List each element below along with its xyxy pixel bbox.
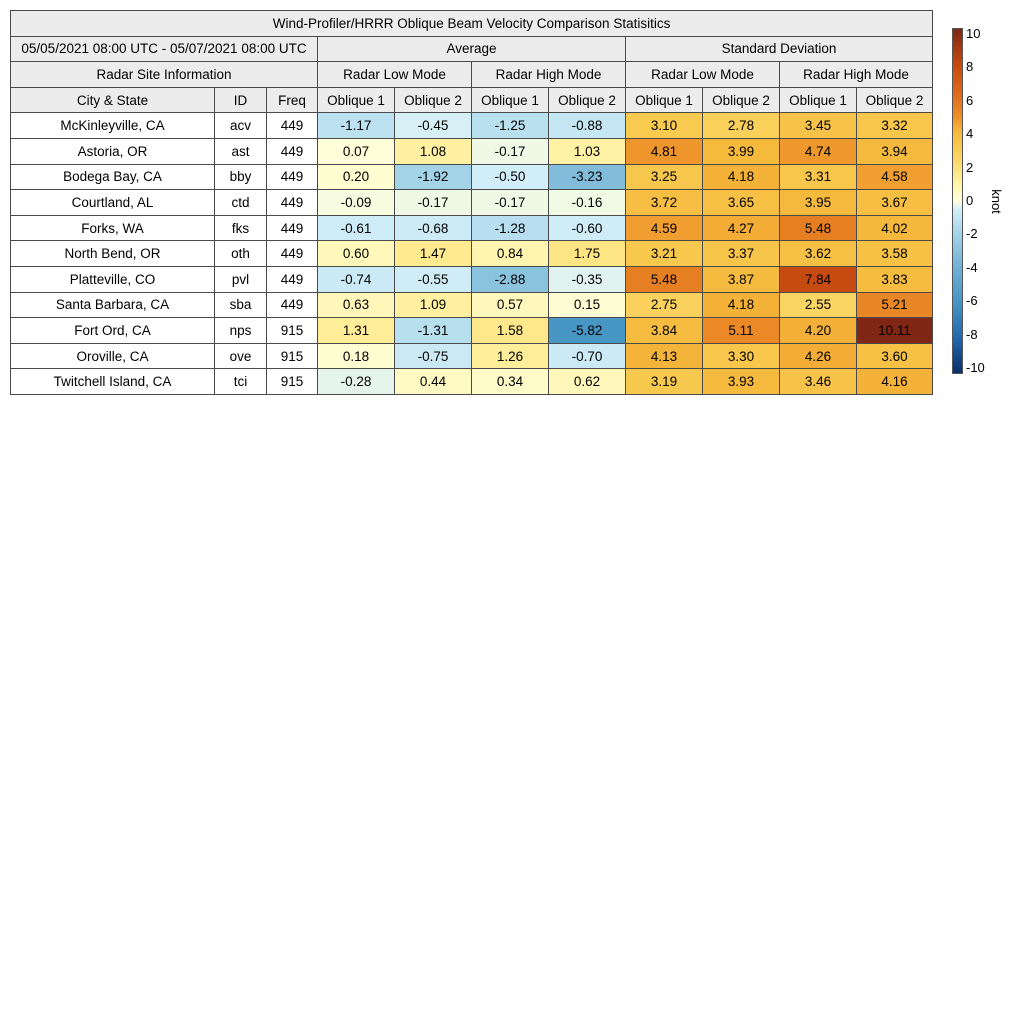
std-value-cell: 4.13 [626, 343, 703, 369]
std-value-cell: 2.78 [703, 113, 780, 139]
std-value-cell: 3.21 [626, 241, 703, 267]
table-row [11, 292, 933, 318]
std-value-cell: 4.27 [703, 215, 780, 241]
std-value-cell: 3.32 [857, 113, 933, 139]
colorbar-tick-label: -8 [966, 326, 978, 342]
table-row [11, 138, 933, 164]
std-value-cell: 3.87 [703, 266, 780, 292]
avg-value-cell: 0.07 [318, 138, 395, 164]
site-freq: 449 [267, 164, 318, 190]
avg-value-cell: -0.50 [472, 164, 549, 190]
col-avg-high-oblique2: Oblique 2 [549, 87, 626, 113]
std-value-cell: 4.18 [703, 164, 780, 190]
avg-value-cell: -0.60 [549, 215, 626, 241]
date-range: 05/05/2021 08:00 UTC - 05/07/2021 08:00 UTC [11, 36, 318, 62]
col-city-header: City & State [11, 87, 215, 113]
avg-value-cell: 0.84 [472, 241, 549, 267]
site-id: nps [215, 318, 267, 344]
std-value-cell: 3.93 [703, 369, 780, 395]
std-value-cell: 3.25 [626, 164, 703, 190]
site-id: oth [215, 241, 267, 267]
site-city: Fort Ord, CA [11, 318, 215, 344]
std-value-cell: 4.16 [857, 369, 933, 395]
site-id: fks [215, 215, 267, 241]
std-value-cell: 4.81 [626, 138, 703, 164]
std-value-cell: 5.21 [857, 292, 933, 318]
site-id: ove [215, 343, 267, 369]
std-value-cell: 5.11 [703, 318, 780, 344]
avg-value-cell: -0.17 [395, 190, 472, 216]
site-city: Forks, WA [11, 215, 215, 241]
avg-value-cell: 1.08 [395, 138, 472, 164]
avg-value-cell: 0.57 [472, 292, 549, 318]
table-row [11, 164, 933, 190]
avg-value-cell: 1.03 [549, 138, 626, 164]
site-city: Platteville, CO [11, 266, 215, 292]
colorbar-tick-label: 4 [966, 126, 974, 142]
site-freq: 915 [267, 369, 318, 395]
std-value-cell: 10.11 [857, 318, 933, 344]
avg-value-cell: -1.17 [318, 113, 395, 139]
table-title: Wind-Profiler/HRRR Oblique Beam Velocity Comparison Statisitics [11, 11, 933, 37]
table-row [11, 241, 933, 267]
std-value-cell: 3.99 [703, 138, 780, 164]
site-city: Oroville, CA [11, 343, 215, 369]
site-city: Bodega Bay, CA [11, 164, 215, 190]
table-row [11, 343, 933, 369]
std-value-cell: 2.55 [780, 292, 857, 318]
col-avg-high-oblique1: Oblique 1 [472, 87, 549, 113]
site-freq: 449 [267, 266, 318, 292]
avg-low-mode-header: Radar Low Mode [318, 62, 472, 88]
colorbar-tick-label: 2 [966, 159, 974, 175]
std-value-cell: 3.94 [857, 138, 933, 164]
avg-value-cell: 1.47 [395, 241, 472, 267]
std-value-cell: 3.83 [857, 266, 933, 292]
avg-value-cell: -0.17 [472, 190, 549, 216]
avg-value-cell: -0.16 [549, 190, 626, 216]
std-value-cell: 3.45 [780, 113, 857, 139]
avg-value-cell: -0.70 [549, 343, 626, 369]
avg-value-cell: 0.44 [395, 369, 472, 395]
avg-value-cell: 0.60 [318, 241, 395, 267]
avg-value-cell: -1.28 [472, 215, 549, 241]
std-value-cell: 3.31 [780, 164, 857, 190]
std-value-cell: 3.62 [780, 241, 857, 267]
colorbar-tick-label: 8 [966, 59, 974, 75]
avg-value-cell: -0.09 [318, 190, 395, 216]
colorbar [952, 28, 963, 374]
site-freq: 449 [267, 138, 318, 164]
avg-value-cell: 0.20 [318, 164, 395, 190]
avg-value-cell: -0.17 [472, 138, 549, 164]
site-city: Twitchell Island, CA [11, 369, 215, 395]
site-freq: 915 [267, 318, 318, 344]
avg-value-cell: -1.92 [395, 164, 472, 190]
table-row [11, 369, 933, 395]
table-row [11, 266, 933, 292]
std-value-cell: 4.18 [703, 292, 780, 318]
std-value-cell: 3.60 [857, 343, 933, 369]
std-value-cell: 5.48 [626, 266, 703, 292]
site-freq: 449 [267, 241, 318, 267]
std-value-cell: 4.26 [780, 343, 857, 369]
site-freq: 915 [267, 343, 318, 369]
colorbar-unit-label: knot [988, 189, 1004, 214]
colorbar-tick-label: 0 [966, 193, 974, 208]
colorbar-tick-label: -4 [966, 259, 978, 275]
table-row [11, 215, 933, 241]
colorbar-tick-label: 10 [966, 26, 981, 41]
avg-value-cell: -0.68 [395, 215, 472, 241]
table-row [11, 318, 933, 344]
site-city: McKinleyville, CA [11, 113, 215, 139]
table-row [11, 113, 933, 139]
avg-value-cell: 0.34 [472, 369, 549, 395]
avg-high-mode-header: Radar High Mode [472, 62, 626, 88]
avg-value-cell: -0.28 [318, 369, 395, 395]
avg-value-cell: -2.88 [472, 266, 549, 292]
col-id-header: ID [215, 87, 267, 113]
avg-value-cell: -0.74 [318, 266, 395, 292]
site-city: North Bend, OR [11, 241, 215, 267]
avg-value-cell: -1.25 [472, 113, 549, 139]
col-freq-header: Freq [267, 87, 318, 113]
site-freq: 449 [267, 113, 318, 139]
avg-value-cell: -0.75 [395, 343, 472, 369]
std-value-cell: 3.72 [626, 190, 703, 216]
table-row [11, 190, 933, 216]
site-freq: 449 [267, 190, 318, 216]
std-value-cell: 3.10 [626, 113, 703, 139]
col-avg-low-oblique1: Oblique 1 [318, 87, 395, 113]
avg-value-cell: -5.82 [549, 318, 626, 344]
avg-value-cell: 1.75 [549, 241, 626, 267]
site-freq: 449 [267, 292, 318, 318]
colorbar-tick-label: -10 [966, 360, 985, 375]
site-city: Courtland, AL [11, 190, 215, 216]
std-header: Standard Deviation [626, 36, 933, 62]
std-value-cell: 3.65 [703, 190, 780, 216]
avg-value-cell: 0.62 [549, 369, 626, 395]
site-city: Astoria, OR [11, 138, 215, 164]
std-value-cell: 7.84 [780, 266, 857, 292]
site-id: sba [215, 292, 267, 318]
std-high-mode-header: Radar High Mode [780, 62, 933, 88]
std-value-cell: 5.48 [780, 215, 857, 241]
avg-value-cell: 1.26 [472, 343, 549, 369]
avg-value-cell: -0.61 [318, 215, 395, 241]
col-std-high-oblique1: Oblique 1 [780, 87, 857, 113]
std-value-cell: 3.95 [780, 190, 857, 216]
std-value-cell: 3.67 [857, 190, 933, 216]
average-header: Average [318, 36, 626, 62]
avg-value-cell: 0.15 [549, 292, 626, 318]
std-value-cell: 4.02 [857, 215, 933, 241]
std-value-cell: 3.37 [703, 241, 780, 267]
avg-value-cell: -1.31 [395, 318, 472, 344]
avg-value-cell: 1.09 [395, 292, 472, 318]
std-value-cell: 3.84 [626, 318, 703, 344]
site-id: bby [215, 164, 267, 190]
col-std-high-oblique2: Oblique 2 [857, 87, 933, 113]
site-freq: 449 [267, 215, 318, 241]
site-info-header: Radar Site Information [11, 62, 318, 88]
col-avg-low-oblique2: Oblique 2 [395, 87, 472, 113]
avg-value-cell: -0.35 [549, 266, 626, 292]
std-value-cell: 3.58 [857, 241, 933, 267]
avg-value-cell: -0.88 [549, 113, 626, 139]
std-value-cell: 4.58 [857, 164, 933, 190]
site-id: ast [215, 138, 267, 164]
site-city: Santa Barbara, CA [11, 292, 215, 318]
std-low-mode-header: Radar Low Mode [626, 62, 780, 88]
site-id: acv [215, 113, 267, 139]
std-value-cell: 3.19 [626, 369, 703, 395]
std-value-cell: 4.59 [626, 215, 703, 241]
site-id: ctd [215, 190, 267, 216]
col-std-low-oblique2: Oblique 2 [703, 87, 780, 113]
avg-value-cell: -0.45 [395, 113, 472, 139]
avg-value-cell: -0.55 [395, 266, 472, 292]
std-value-cell: 4.74 [780, 138, 857, 164]
std-value-cell: 4.20 [780, 318, 857, 344]
std-value-cell: 3.30 [703, 343, 780, 369]
avg-value-cell: 0.18 [318, 343, 395, 369]
site-id: tci [215, 369, 267, 395]
colorbar-tick-label: -6 [966, 293, 978, 309]
avg-value-cell: 0.63 [318, 292, 395, 318]
std-value-cell: 2.75 [626, 292, 703, 318]
std-value-cell: 3.46 [780, 369, 857, 395]
col-std-low-oblique1: Oblique 1 [626, 87, 703, 113]
colorbar-tick-label: -2 [966, 226, 978, 242]
avg-value-cell: -3.23 [549, 164, 626, 190]
site-id: pvl [215, 266, 267, 292]
stats-table [10, 10, 933, 395]
avg-value-cell: 1.31 [318, 318, 395, 344]
colorbar-tick-label: 6 [966, 92, 974, 108]
avg-value-cell: 1.58 [472, 318, 549, 344]
